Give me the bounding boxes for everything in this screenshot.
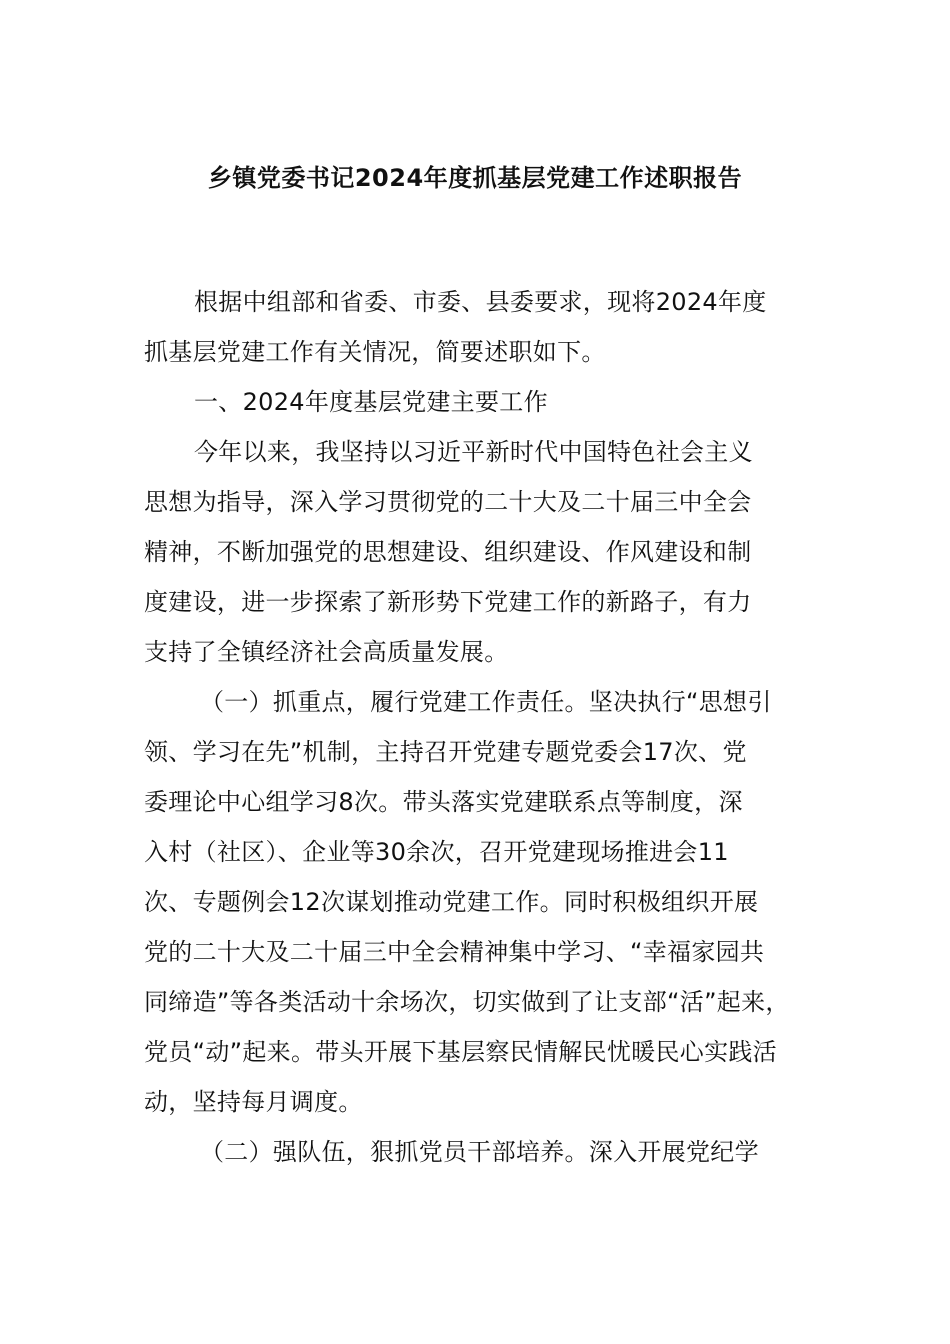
body-line: 党员“动”起来。带头开展下基层察民情解民忧暖民心实践活 [144, 1038, 777, 1066]
body-line: 度建设，进一步探索了新形势下党建工作的新路子，有力 [144, 588, 752, 616]
body-line: 抓基层党建工作有关情况，简要述职如下。 [144, 338, 606, 366]
document-body [144, 277, 814, 1177]
body-line: 根据中组部和省委、市委、县委要求，现将2024年度 [194, 288, 767, 316]
body-line: （二）强队伍，狠抓党员干部培养。深入开展党纪学 [200, 1138, 759, 1166]
body-line: 思想为指导，深入学习贯彻党的二十大及二十届三中全会 [144, 488, 752, 516]
body-line: 一、2024年度基层党建主要工作 [194, 388, 548, 416]
body-line: 今年以来，我坚持以习近平新时代中国特色社会主义 [194, 438, 753, 466]
body-line: 入村（社区）、企业等30余次，召开党建现场推进会11 [144, 838, 729, 866]
body-line: （一）抓重点，履行党建工作责任。坚决执行“思想引 [200, 688, 772, 716]
body-line: 领、学习在先”机制，主持召开党建专题党委会17次、党 [144, 738, 747, 766]
body-line: 精神，不断加强党的思想建设、组织建设、作风建设和制 [144, 538, 752, 566]
body-line: 动，坚持每月调度。 [144, 1088, 363, 1116]
document-title: 乡镇党委书记2024年度抓基层党建工作述职报告 [207, 164, 743, 192]
body-line: 党的二十大及二十届三中全会精神集中学习、“幸福家园共 [144, 938, 765, 966]
body-line: 次、专题例会12次谋划推动党建工作。同时积极组织开展 [144, 888, 759, 916]
body-line: 支持了全镇经济社会高质量发展。 [144, 638, 509, 666]
body-line: 同缔造”等各类活动十余场次，切实做到了让支部“活”起来， [144, 988, 790, 1016]
body-line: 委理论中心组学习8次。带头落实党建联系点等制度，深 [144, 788, 743, 816]
